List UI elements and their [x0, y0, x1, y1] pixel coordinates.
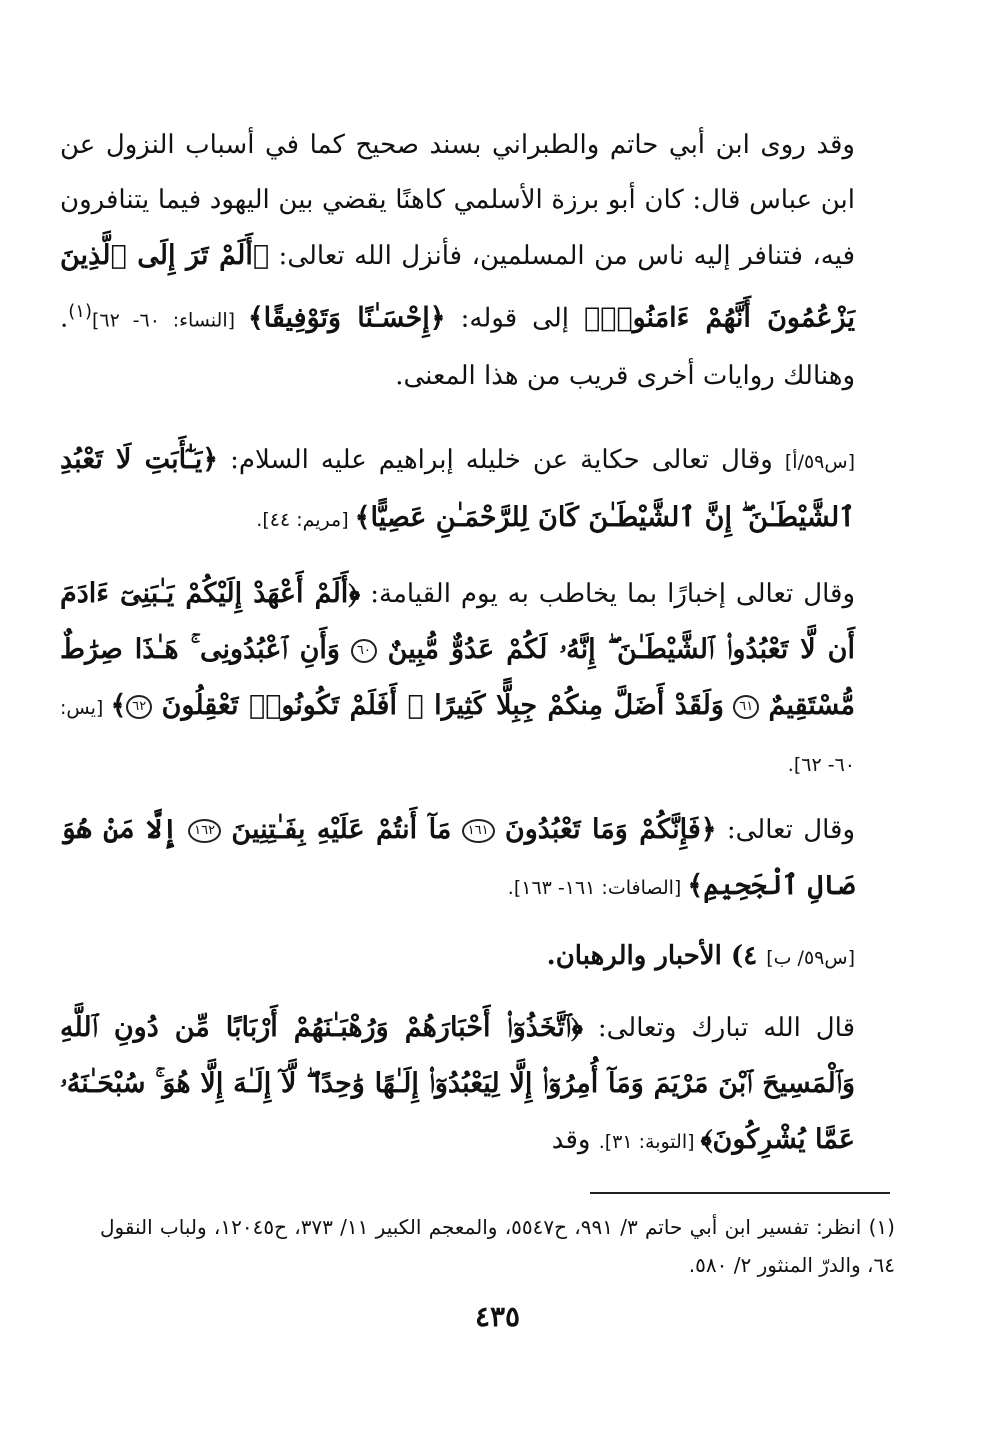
paragraph-text: إلى قوله:: [445, 303, 584, 334]
verse-reference: [النساء: ٦٠- ٦٢]: [92, 309, 248, 332]
quran-verse: ﴿أَلَمْ أَعْهَدْ إِلَيْكُمْ يَـٰبَنِىٓ ءَادَمَ أَن لَّا تَعْبُدُوا۟ ٱلشَّيْطَـٰنَ ۖ إِنَّهُۥ لَكُمْ عَدُوٌّ مُّبِينٌ: [60, 578, 855, 665]
ayah-number-marker: ١٦١: [462, 819, 495, 843]
manuscript-marker: [س٥٩/ ب]: [766, 947, 855, 969]
footnote-divider: [590, 1192, 890, 1194]
quran-verse: إِلَّا مَنْ هُوَ صَالِ ٱلْجَحِيمِ﴾: [60, 814, 855, 901]
quran-verse: ﴿يَـٰٓأَبَتِ لَا تَعْبُدِ ٱلشَّيْطَـٰنَ ۖ إِنَّ ٱلشَّيْطَـٰنَ كَانَ لِلرَّحْمَـٰنِ عَصِيًّا﴾: [60, 444, 855, 533]
quran-verse: ﴿ٱتَّخَذُوٓا۟ أَحْبَارَهُمْ وَرُهْبَـٰنَهُمْ أَرْبَابًا مِّن دُونِ ٱللَّهِ وَٱلْمَسِيحَ ٱبْنَ مَرْيَمَ وَمَآ أُمِرُوٓا۟ إِلَّا لِيَعْبُدُوٓا۟ إِلَـٰهًا وَٰحِدًا ۖ لَّآ إِلَـٰهَ إِلَّا هُوَ ۚ سُبْحَـٰنَهُۥ عَمَّا يُشْرِكُونَ﴾: [60, 1012, 855, 1155]
paragraph-text: قال الله تبارك وتعالى:: [583, 1013, 855, 1043]
footnote-reference[interactable]: (١): [68, 301, 92, 322]
footnote-text: (١) انظر: تفسير ابن أبي حاتم ٣/ ٩٩١، ح٥٥٤٧، والمعجم الكبير ١١/ ٣٧٣، ح١٢٠٤٥، ولباب النقول ٦٤، والدرّ المنثور ٢/ ٥٨٠.: [100, 1215, 895, 1277]
paragraph-text: وقال تعالى حكاية عن خليله إبراهيم عليه السلام:: [218, 445, 785, 475]
quran-verse: ﴿إِحْسَـٰنًا وَتَوْفِيقًا﴾: [247, 302, 446, 334]
paragraph-text: وقال تعالى إخبارًا بما يخاطب به يوم القيامة:: [360, 579, 856, 609]
page-number: ٤٣٥: [474, 1300, 521, 1333]
ayah-number-marker: ٦١: [733, 695, 759, 719]
paragraph-tawbah: [60, 1000, 895, 1170]
quran-verse: مَآ أَنتُمْ عَلَيْهِ بِفَـٰتِنِينَ: [231, 814, 452, 845]
paragraph-saffat: [60, 802, 895, 916]
footnote: [100, 1208, 895, 1284]
quran-verse: ﴿أَلَمْ تَرَ إِلَى ٱلَّذِينَ يَزْعُمُونَ أَنَّهُمْ ءَامَنُوا۟﴾: [60, 240, 855, 334]
section-heading: [547, 936, 895, 978]
paragraph-text: وقد روى ابن أبي حاتم والطبراني بسند صحيح كما في أسباب النزول عن ابن عباس قال: كان أبو برزة الأسلمي كاهنًا يقضي بين اليهود فيما يتنافرون فيه، فتنافر إليه ناس من المسلمين، فأنزل الله تعالى:: [60, 130, 855, 271]
manuscript-marker: [س٥٩/أ]: [784, 451, 855, 473]
verse-reference: [يس: ٦٠- ٦٢].: [60, 697, 855, 776]
quran-verse: ﴿فَإِنَّكُمْ وَمَا تَعْبُدُونَ: [504, 814, 717, 845]
paragraph-qiyamah: [60, 566, 895, 793]
verse-reference: [التوبة: ٣١].: [598, 1131, 701, 1153]
paragraph-text: وقد: [551, 1125, 599, 1155]
verse-reference: [الصافات: ١٦١- ١٦٣].: [507, 877, 688, 899]
ayah-number-marker: ١٦٢: [188, 819, 221, 843]
paragraph-text: وقال تعالى:: [716, 815, 856, 845]
ayah-number-marker: ٦٢: [126, 695, 152, 719]
paragraph-text: . وهنالك روايات أخرى قريب من هذا المعنى.: [60, 303, 855, 391]
quran-bracket: ﴾: [110, 690, 127, 721]
section-title: ٤) الأحبار والرهبان.: [546, 941, 767, 971]
verse-reference: [مريم: ٤٤].: [256, 509, 355, 531]
ayah-number-marker: ٦٠: [351, 639, 377, 663]
paragraph-asbab-nuzul: [60, 118, 895, 404]
quran-verse: وَأَنِ ٱعْبُدُونِى ۚ هَـٰذَا صِرَٰطٌ مُّسْتَقِيمٌ: [60, 634, 855, 721]
paragraph-ibrahim: [60, 432, 895, 548]
quran-verse: وَلَقَدْ أَضَلَّ مِنكُمْ جِبِلًّا كَثِيرًا ۖ أَفَلَمْ تَكُونُوا۟ تَعْقِلُونَ: [161, 690, 724, 721]
